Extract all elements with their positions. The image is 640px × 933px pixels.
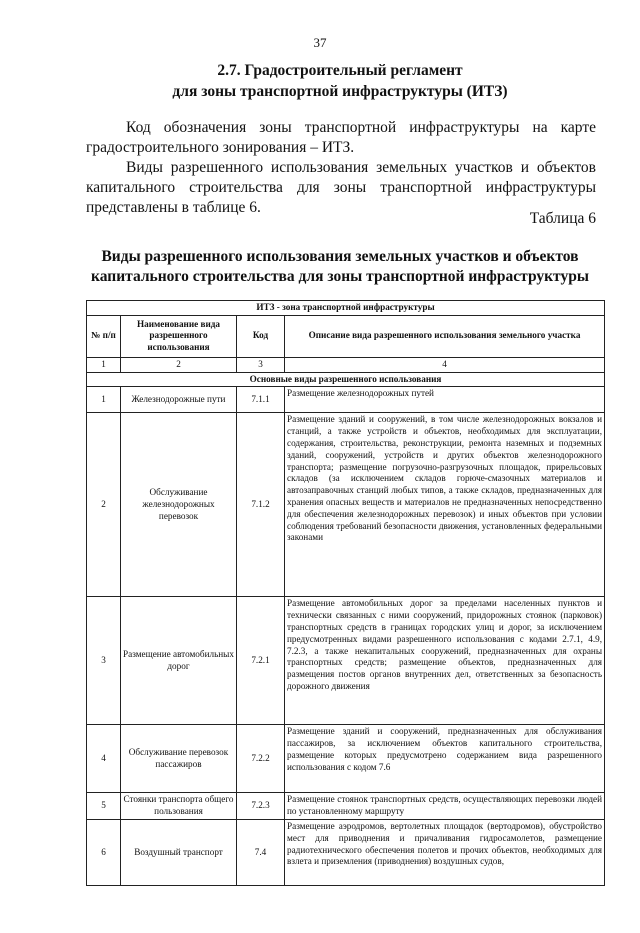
col-header-code: Код [237, 315, 285, 357]
table-row [87, 597, 605, 725]
row-code: 7.2.2 [237, 725, 285, 793]
row-code: 7.1.1 [237, 387, 285, 413]
column-number-row [87, 357, 605, 372]
row-code: 7.4 [237, 819, 285, 885]
col-number-1: 1 [87, 357, 121, 372]
table-row [87, 413, 605, 597]
table-row [87, 387, 605, 413]
row-code: 7.2.1 [237, 597, 285, 725]
col-number-2: 2 [121, 357, 237, 372]
table-title-line-2: капитального строительства для зоны транспортной инфраструктуры [91, 268, 589, 285]
column-header-row [87, 315, 605, 357]
table-row [87, 725, 605, 793]
section-row [87, 372, 605, 387]
page-number: 37 [313, 35, 327, 50]
col-header-number: № п/п [87, 315, 121, 357]
row-number: 5 [87, 793, 121, 820]
table-title-line-1: Виды разрешенного использования земельных участков и объектов [101, 248, 579, 265]
zone-header: ИТЗ - зона транспортной инфраструктуры [87, 301, 605, 316]
table-row [87, 819, 605, 885]
table-label: Таблица 6 [529, 210, 596, 227]
row-description: Размещение аэродромов, вертолетных площадок (вертодромов), обустройство мест для приводнения и причаливания гидросамолетов, размещение радиотехнического обеспечения полетов и прочих объектов, необходимых для взлета и приземления (приводнения) воздушных судов, [285, 819, 605, 885]
row-description: Размещение зданий и сооружений, в том числе железнодорожных вокзалов и станций, а также устройств и объектов, необходимых для эксплуатации, содержания, строительства, реконструкции, ремонта наземных и подземных зданий, сооружений, устройств и других объектов железнодорожного транспорта; размещение погрузочно-разгрузочных площадок, прирельсовых складов (за исключением складов горюче-смазочных материалов и автозаправочных станций любых типов, а также складов, предназначенных для хранения опасных веществ и материалов не предназначенных непосредственно для обеспечения железнодорожных перевозок) и иных объектов при условии соблюдения требований безопасности движения, установленных федеральными законами [285, 413, 605, 597]
land-use-table [86, 300, 605, 886]
row-description: Размещение стоянок транспортных средств, осуществляющих перевозки людей по установленному маршруту [285, 793, 605, 820]
col-header-description: Описание вида разрешенного использования земельного участка [285, 315, 605, 357]
col-number-4: 4 [285, 357, 605, 372]
zone-header-row [87, 301, 605, 316]
row-name: Размещение автомобильных дорог [121, 597, 237, 725]
row-number: 2 [87, 413, 121, 597]
row-description: Размещение железнодорожных путей [285, 387, 605, 413]
paragraph-zone-code: Код обозначения зоны транспортной инфраструктуры на карте градостроительного зонирования – ИТЗ. [86, 119, 596, 156]
col-number-3: 3 [237, 357, 285, 372]
col-header-name: Наименование вида разрешенного использования [121, 315, 237, 357]
row-name: Обслуживание перевозок пассажиров [121, 725, 237, 793]
row-code: 7.1.2 [237, 413, 285, 597]
row-number: 6 [87, 819, 121, 885]
row-name: Железнодорожные пути [121, 387, 237, 413]
section-main-uses: Основные виды разрешенного использования [87, 372, 605, 387]
row-description: Размещение зданий и сооружений, предназначенных для обслуживания пассажиров, за исключением объектов капитального строительства, размещение которых предусмотрено содержанием вида разрешенного использования с кодом 7.6 [285, 725, 605, 793]
section-heading-line-1: 2.7. Градостроительный регламент [217, 62, 463, 79]
row-number: 1 [87, 387, 121, 413]
row-number: 3 [87, 597, 121, 725]
table-row [87, 793, 605, 820]
row-name: Обслуживание железнодорожных перевозок [121, 413, 237, 597]
row-name: Воздушный транспорт [121, 819, 237, 885]
section-heading-line-2: для зоны транспортной инфраструктуры (ИТЗ) [172, 83, 508, 100]
paragraph-table-intro: Виды разрешенного использования земельных участков и объектов капитального строительства для зоны транспортной инфраструктуры представлены в таблице 6. [86, 159, 596, 216]
row-description: Размещение автомобильных дорог за пределами населенных пунктов и технически связанных с ними сооружений, придорожных стоянок (парковок) транспортных средств в границах городских улиц и дорог, за исключением предусмотренных видами разрешенного использования с кодами 2.7.1, 4.9, 7.2.3, а также некапитальных сооружений, предназначенных для охраны транспортных средств; размещение объектов, предназначенных для размещения постов органов внутренних дел, ответственных за безопасность дорожного движения [285, 597, 605, 725]
row-name: Стоянки транспорта общего пользования [121, 793, 237, 820]
row-code: 7.2.3 [237, 793, 285, 820]
row-number: 4 [87, 725, 121, 793]
